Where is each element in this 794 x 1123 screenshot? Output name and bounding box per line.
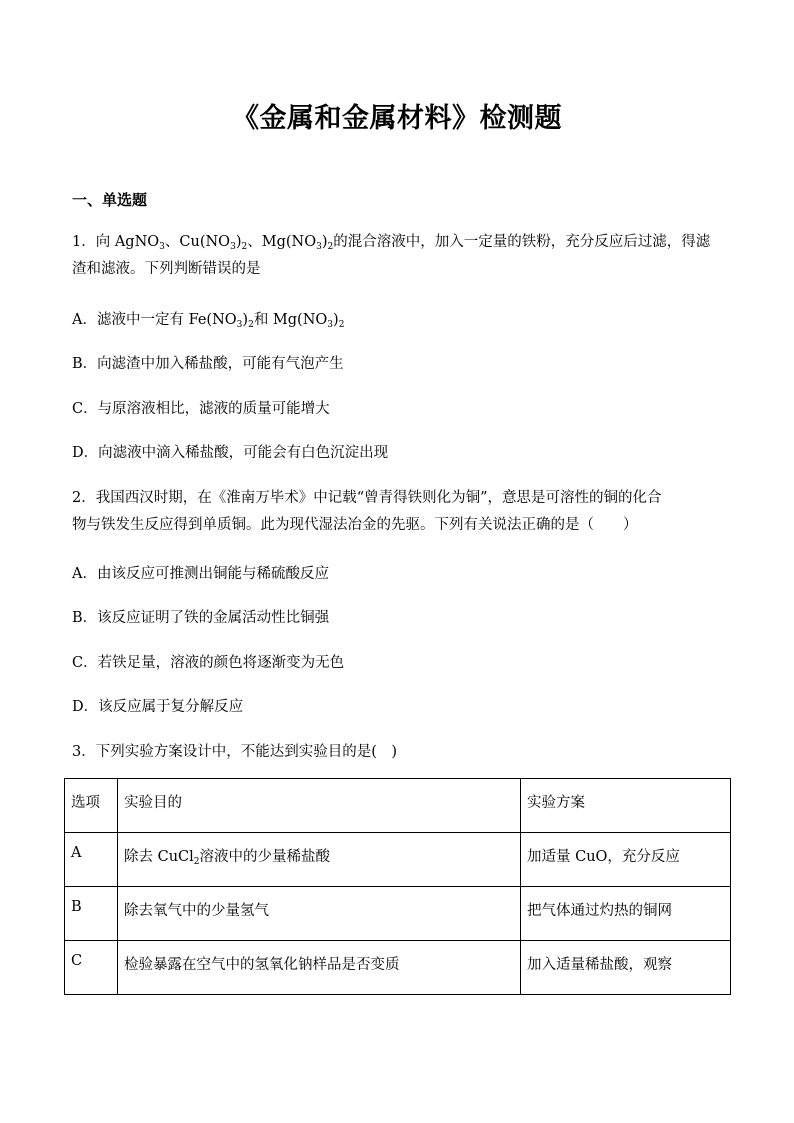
- question-2-stem: 2．我国西汉时期，在《淮南万毕术》中记载“曾青得铁则化为铜”，意思是可溶性的铜的化合 物与铁发生反应得到单质铜。此为现代湿法冶金的先驱。下列有关说法正确的是（ ）: [72, 490, 662, 533]
- question-2-option-a: A．由该反应可推测出铜能与稀硫酸反应: [72, 566, 329, 582]
- row-option: C: [65, 941, 118, 995]
- experiment-table: [64, 778, 731, 995]
- table-row: [65, 887, 731, 941]
- row-goal: 检验暴露在空气中的氢氧化钠样品是否变质: [118, 941, 521, 995]
- question-1-option-a: A．滤液中一定有 $Fe(NO_3)_2$和 $Mg(NO_3)_2$: [72, 312, 345, 330]
- question-2-option-d: D．该反应属于复分解反应: [72, 699, 244, 715]
- row-plan: 加适量 CuO，充分反应: [521, 833, 731, 887]
- question-1-option-d: D．向滤液中滴入稀盐酸，可能会有白色沉淀出现: [72, 445, 389, 461]
- section-heading: 一、单选题: [72, 191, 148, 209]
- row-option: A: [65, 833, 118, 887]
- header-plan: 实验方案: [521, 779, 731, 833]
- question-1-stem: 1．向 AgNO$_3$、$Cu(NO_3)_2$、$Mg(NO_3)_2$的混合溶液中，加入一定量的铁粉，充分反应后过滤，得滤 渣和滤液。下列判断错误的是: [72, 234, 711, 277]
- document-title: 《金属和金属材料》检测题: [232, 103, 562, 134]
- question-3-stem: 3．下列实验方案设计中，不能达到实验目的是( ): [72, 744, 398, 760]
- question-1-option-b: B．向滤渣中加入稀盐酸，可能有气泡产生: [72, 356, 344, 372]
- header-goal: 实验目的: [118, 779, 521, 833]
- row-goal: 除去氧气中的少量氢气: [118, 887, 521, 941]
- table-row: [65, 941, 731, 995]
- row-goal: 除去 CuCl$_2$溶液中的少量稀盐酸: [118, 833, 521, 887]
- row-option: B: [65, 887, 118, 941]
- question-2-option-b: B．该反应证明了铁的金属活动性比铜强: [72, 610, 330, 626]
- row-plan: 加入适量稀盐酸，观察: [521, 941, 731, 995]
- question-1-option-c: C．与原溶液相比，滤液的质量可能增大: [72, 401, 330, 417]
- table-row: [65, 833, 731, 887]
- table-header-row: [65, 779, 731, 833]
- row-plan: 把气体通过灼热的铜网: [521, 887, 731, 941]
- header-option: 选项: [65, 779, 118, 833]
- question-2-option-c: C．若铁足量，溶液的颜色将逐渐变为无色: [72, 655, 345, 671]
